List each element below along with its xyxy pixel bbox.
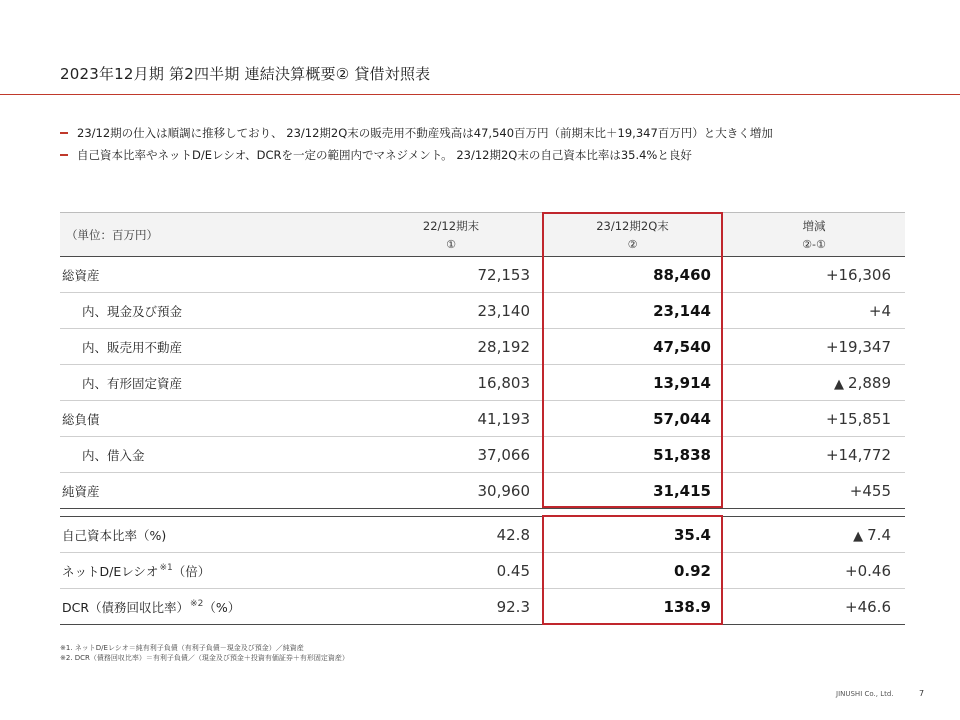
prev-value-cell: 41,193 [360, 401, 542, 437]
table-row [60, 517, 905, 553]
prev-value-cell: 28,192 [360, 329, 542, 365]
row-label: 内、借入金 [60, 437, 360, 473]
curr-value-cell: 31,415 [542, 473, 723, 509]
table-row [60, 329, 905, 365]
row-label: 純資産 [60, 473, 360, 509]
page-number: 7 [919, 689, 925, 698]
prev-value-cell: 16,803 [360, 365, 542, 401]
bullet-item [60, 144, 773, 166]
footnotes [60, 643, 349, 663]
prev-value-cell: 23,140 [360, 293, 542, 329]
diff-value: +455 [849, 481, 891, 500]
row-label: 内、現金及び預金 [60, 293, 360, 329]
row-label: 内、有形固定資産 [60, 365, 360, 401]
diff-cell [723, 437, 905, 473]
bullet-dash-icon [60, 154, 68, 156]
page-title: 2023年12月期 第2四半期 連結決算概要② 貸借対照表 [60, 65, 431, 83]
column-header-diff [723, 213, 905, 257]
diff-cell [723, 365, 905, 401]
diff-value: 7.4 [867, 525, 891, 544]
column-header-mark: ②-① [802, 237, 826, 251]
footnote-marker: ※2 [190, 599, 204, 610]
curr-value-cell: 23,144 [542, 293, 723, 329]
row-label: 総資産 [60, 257, 360, 293]
balance-sheet-table [60, 212, 905, 625]
diff-cell [723, 401, 905, 437]
footnote-marker: ※1 [159, 563, 173, 574]
diff-value: +14,772 [825, 445, 891, 464]
column-header-prev [360, 213, 542, 257]
diff-cell [723, 293, 905, 329]
diff-value: 2,889 [848, 373, 891, 392]
diff-value: +4 [868, 301, 891, 320]
bullet-text: 23/12期の仕入は順調に推移しており、 23/12期2Q末の販売用不動産残高は47,540百万円（前期末比＋19,347百万円）と大きく増加 [77, 126, 773, 140]
column-header-mark: ① [446, 237, 456, 251]
footnote: ※1. ネットD/Eレシオ＝純有利子負債（有利子負債－現金及び預金）／純資産 [60, 644, 304, 652]
column-header-mark: ② [627, 237, 638, 251]
column-header-label: 22/12期末 [422, 218, 480, 233]
ratio-rows [60, 517, 905, 625]
row-label-text: DCR（債務回収比率） [62, 599, 190, 615]
row-label-unit: （倍） [172, 563, 211, 579]
curr-value-cell: 0.92 [542, 553, 723, 589]
curr-value-cell: 138.9 [542, 589, 723, 625]
curr-value-cell: 57,044 [542, 401, 723, 437]
row-label: 総負債 [60, 401, 360, 437]
prev-value-cell: 72,153 [360, 257, 542, 293]
curr-value-cell: 47,540 [542, 329, 723, 365]
table-row [60, 473, 905, 509]
row-label [60, 553, 360, 589]
prev-value-cell: 30,960 [360, 473, 542, 509]
row-label-text: 自己資本比率（%) [62, 527, 167, 543]
diff-cell [723, 517, 905, 553]
table-header-row [60, 213, 905, 257]
column-header-curr [542, 213, 723, 257]
diff-cell [723, 553, 905, 589]
footer-company: JINUSHI Co., Ltd. [836, 690, 894, 698]
table-row [60, 365, 905, 401]
balance-rows [60, 257, 905, 509]
prev-value-cell: 37,066 [360, 437, 542, 473]
row-label-text: ネットD/Eレシオ [62, 563, 159, 579]
diff-cell [723, 589, 905, 625]
diff-value: +16,306 [825, 265, 891, 284]
diff-value: +0.46 [845, 561, 891, 580]
title-divider [0, 94, 960, 95]
row-label [60, 589, 360, 625]
table-row [60, 553, 905, 589]
diff-value: +15,851 [825, 409, 891, 428]
diff-value: +46.6 [845, 597, 891, 616]
row-label-unit: （%） [203, 599, 241, 615]
curr-value-cell: 88,460 [542, 257, 723, 293]
column-header-label: 増減 [802, 218, 826, 233]
diff-cell [723, 257, 905, 293]
prev-value-cell: 42.8 [360, 517, 542, 553]
diff-value: +19,347 [825, 337, 891, 356]
bullet-item [60, 122, 773, 144]
prev-value-cell: 92.3 [360, 589, 542, 625]
table-section-gap [60, 509, 905, 517]
table-row [60, 401, 905, 437]
diff-cell [723, 329, 905, 365]
bullet-text: 自己資本比率やネットD/Eレシオ、DCRを一定の範囲内でマネジメント。 23/12期2Q末の自己資本比率は35.4%と良好 [77, 148, 692, 162]
unit-label: （単位：百万円） [60, 213, 360, 257]
curr-value-cell: 51,838 [542, 437, 723, 473]
table-row [60, 293, 905, 329]
table-row [60, 589, 905, 625]
decrease-triangle-icon: ▲ [853, 528, 864, 544]
curr-value-cell: 35.4 [542, 517, 723, 553]
table-row [60, 257, 905, 293]
table-row [60, 437, 905, 473]
summary-bullets [60, 122, 773, 166]
diff-cell [723, 473, 905, 509]
footnote: ※2. DCR（債務回収比率）＝有利子負債／（現金及び預金＋投資有価証券＋有形固定資産） [60, 654, 349, 662]
prev-value-cell: 0.45 [360, 553, 542, 589]
bullet-dash-icon [60, 132, 68, 134]
row-label [60, 517, 360, 553]
decrease-triangle-icon: ▲ [834, 376, 845, 392]
column-header-label: 23/12期2Q末 [596, 218, 669, 233]
row-label: 内、販売用不動産 [60, 329, 360, 365]
curr-value-cell: 13,914 [542, 365, 723, 401]
